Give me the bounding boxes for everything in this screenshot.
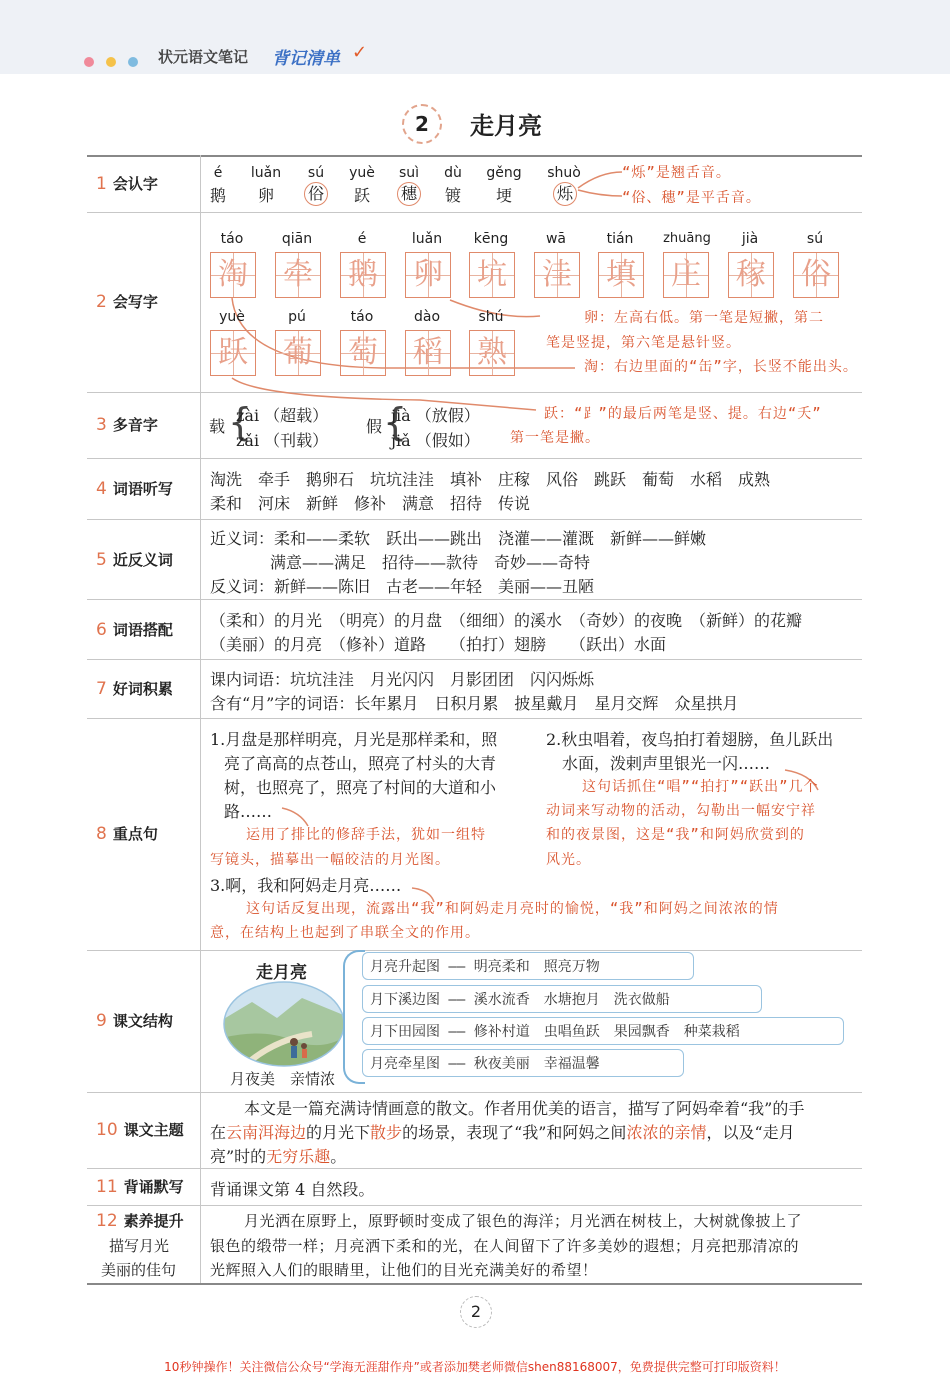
- key-sentence-2-note-l4: 风光。: [546, 852, 591, 868]
- structure-row-4: 月亮牵星图 —— 秋夜美丽 幸福温馨: [370, 1056, 600, 1072]
- recite-text: 背诵课文第 4 自然段。: [210, 1180, 375, 1199]
- structure-row-2: 月下溪边图 —— 溪水流香 水塘抱月 洗衣做船: [370, 992, 670, 1008]
- key-sentence-3-note-l2: 意，在结构上也起到了串联全文的作用。: [210, 925, 480, 941]
- polyphone-1b: zǎi （刊载）: [236, 431, 329, 450]
- hanzi: 鹅: [209, 186, 226, 205]
- pinyin: é: [357, 231, 367, 247]
- section-label-1: 1 会认字: [96, 174, 158, 194]
- key-sentence-2-note-l1: 这句话抓住“唱”“拍打”“跃出”几个: [582, 779, 819, 795]
- recognize-note-1: “烁”是翘舌音。: [622, 165, 731, 181]
- hanzi: 跃: [353, 186, 370, 205]
- key-sentence-1-l2: 亮了高高的点苍山，照亮了村头的大青: [224, 754, 497, 773]
- tianzige-cell: 跃: [210, 330, 256, 376]
- section-label-11: 11 背诵默写: [96, 1177, 184, 1197]
- dictation-line-2: 柔和 河床 新鲜 修补 满意 招待 传说: [210, 494, 531, 513]
- structure-caption: 月夜美 亲情浓: [230, 1070, 336, 1088]
- tianzige-cell: 牵: [275, 252, 321, 298]
- key-sentence-3: 3.啊，我和阿妈走月亮……: [210, 876, 402, 895]
- pinyin: suì: [398, 165, 420, 181]
- polyphone-char-1: 载: [209, 417, 226, 436]
- polyphone-1a: zài （超载）: [236, 406, 329, 425]
- pinyin: zhuāng: [663, 231, 711, 246]
- pinyin: sú: [307, 165, 325, 181]
- write-note-4: 跃：“⻊”的最后两笔是竖、提。右边“夭”: [544, 406, 822, 422]
- key-sentence-1-l3: 树，也照亮了，照亮了村间的大道和小: [224, 778, 497, 797]
- key-sentence-2-note-l3: 和的夜景图，这是“我”和阿妈欣赏到的: [546, 827, 805, 843]
- pinyin: wā: [545, 231, 567, 247]
- collocation-line-2: （美丽）的月亮 （修补）道路 （拍打）翅膀 （跃出）水面: [210, 635, 667, 654]
- section-label-7: 7 好词积累: [96, 679, 173, 699]
- brace-icon: {: [228, 400, 253, 444]
- pinyin: luǎn: [250, 165, 282, 181]
- goodwords-line-1: 课内词语：坑坑洼洼 月光闪闪 月影团团 闪闪烁烁: [210, 670, 595, 689]
- section-label-5: 5 近反义词: [96, 550, 173, 570]
- brand-subtitle: 背记清单: [272, 49, 340, 69]
- section-label-10: 10 课文主题: [96, 1120, 184, 1140]
- hanzi: 镀: [444, 186, 461, 205]
- section-label-6: 6 词语搭配: [96, 620, 173, 640]
- section-12-sub1: 描写月光: [109, 1237, 170, 1255]
- tianzige-cell: 洼: [534, 252, 580, 298]
- hanzi: 卵: [257, 186, 274, 205]
- pinyin: qiān: [281, 231, 313, 247]
- key-sentence-2-l2: 水面，泼剌声里银光一闪……: [562, 754, 771, 773]
- write-note-1: 卵：左高右低。第一笔是短撇，第二: [584, 310, 824, 326]
- hanzi-circled: 烁: [553, 182, 577, 206]
- pinyin: pú: [288, 309, 306, 325]
- literacy-line-3: 光辉照入人们的眼睛里，让他们的目光充满美好的希望！: [210, 1261, 598, 1279]
- polyphone-2a: jià （放假）: [391, 406, 480, 425]
- pinyin: táo: [220, 231, 244, 247]
- lesson-title: 走月亮: [470, 112, 542, 140]
- tianzige-cell: 鹅: [340, 252, 386, 298]
- moonlit-landscape-illustration: [222, 980, 346, 1068]
- pinyin: yuè: [219, 309, 245, 325]
- page-number: 2: [460, 1296, 492, 1328]
- tianzige-cell: 葡: [275, 330, 321, 376]
- synonym-line-2: 满意——满足 招待——款待 奇妙——奇特: [270, 553, 591, 572]
- pinyin: tián: [606, 231, 634, 247]
- pinyin: dù: [444, 165, 462, 181]
- pinyin: luǎn: [411, 231, 443, 247]
- section-label-4: 4 词语听写: [96, 479, 173, 499]
- key-sentence-1-l4: 路……: [224, 802, 273, 821]
- section-label-2: 2 会写字: [96, 292, 158, 312]
- pinyin: yuè: [349, 165, 375, 181]
- write-note-3: 淘：右边里面的“缶”字，长竖不能出头。: [584, 359, 858, 375]
- structure-row-1: 月亮升起图 —— 明亮柔和 照亮万物: [370, 959, 600, 975]
- section-label-8: 8 重点句: [96, 824, 158, 844]
- collocation-line-1: （柔和）的月光 （明亮）的月盘 （细细）的溪水 （奇妙）的夜晚 （新鲜）的花瓣: [210, 611, 803, 630]
- pinyin: shuò: [547, 165, 581, 181]
- pinyin: sú: [806, 231, 824, 247]
- tianzige-cell: 稼: [728, 252, 774, 298]
- antonym-line: 反义词：新鲜——陈旧 古老——年轻 美丽——丑陋: [210, 577, 595, 596]
- hanzi-circled: 俗: [304, 182, 328, 206]
- write-note-2: 笔是竖提，第六笔是悬针竖。: [546, 335, 741, 351]
- pinyin: é: [213, 165, 223, 181]
- section-label-12: 12 素养提升: [96, 1211, 184, 1231]
- check-icon: ✓: [352, 42, 368, 63]
- key-sentence-1-note-l2: 写镜头，描摹出一幅皎洁的月光图。: [210, 852, 450, 868]
- tianzige-cell: 萄: [340, 330, 386, 376]
- tianzige-cell: 淘: [210, 252, 256, 298]
- structure-row-3: 月下田园图 —— 修补村道 虫唱鱼跃 果园飘香 种菜栽稻: [370, 1024, 740, 1040]
- write-note-5: 第一笔是撇。: [510, 430, 600, 446]
- literacy-line-1: 月光洒在原野上，原野顿时变成了银色的海洋；月光洒在树枝上，大树就像披上了: [244, 1212, 803, 1230]
- dictation-line-1: 淘洗 牵手 鹅卵石 坑坑洼洼 填补 庄稼 风俗 跳跃 葡萄 水稻 成熟: [210, 470, 771, 489]
- section-label-9: 9 课文结构: [96, 1011, 173, 1031]
- key-sentence-2-l1: 2.秋虫唱着，夜鸟拍打着翅膀，鱼儿跃出: [546, 730, 834, 749]
- pinyin: táo: [350, 309, 374, 325]
- theme-line-2: 在云南洱海边的月光下散步的场景，表现了“我”和阿妈之间浓浓的亲情，以及“走月: [210, 1123, 795, 1142]
- section-label-3: 3 多音字: [96, 415, 158, 435]
- literacy-line-2: 银色的缎带一样；月亮洒下柔和的光，在人间留下了许多美妙的遐想；月亮把那清凉的: [210, 1237, 800, 1255]
- theme-line-1: 本文是一篇充满诗情画意的散文。作者用优美的语言，描写了阿妈牵着“我”的手: [244, 1099, 805, 1118]
- brand: 状元语文笔记: [158, 48, 249, 66]
- brace-icon: {: [383, 400, 408, 444]
- polyphone-char-2: 假: [366, 417, 383, 436]
- polyphone-2b: jiǎ （假如）: [391, 431, 480, 450]
- hanzi-circled: 穗: [397, 182, 421, 206]
- tianzige-cell: 稻: [405, 330, 451, 376]
- hanzi: 埂: [495, 186, 512, 205]
- lesson-number: 2: [402, 104, 442, 144]
- pinyin: kēng: [473, 231, 509, 247]
- footer-notice: 10秒钟操作！关注微信公众号“学海无涯甜作舟”或者添加樊老师微信shen88168007，免费提供完整可打印版资料！: [164, 1360, 786, 1374]
- pinyin: dào: [413, 309, 441, 325]
- section-12-sub2: 美丽的佳句: [101, 1261, 177, 1279]
- recognize-note-2: “俗、穗”是平舌音。: [622, 190, 761, 206]
- pinyin: gěng: [486, 165, 522, 181]
- structure-title: 走月亮: [256, 963, 307, 983]
- key-sentence-2-note-l2: 动词来写动物的活动，勾勒出一幅安宁祥: [546, 803, 816, 819]
- goodwords-line-2: 含有“月”字的词语：长年累月 日积月累 披星戴月 星月交辉 众星拱月: [210, 694, 739, 713]
- tianzige-cell: 熟: [469, 330, 515, 376]
- key-sentence-1-l1: 1.月盘是那样明亮，月光是那样柔和，照: [210, 730, 498, 749]
- theme-line-3: 亮”时的无穷乐趣。: [210, 1147, 347, 1166]
- synonym-line-1: 近义词：柔和——柔软 跃出——跳出 浇灌——灌溉 新鲜——鲜嫩: [210, 529, 707, 548]
- tianzige-cell: 庄: [663, 252, 709, 298]
- pinyin: jià: [741, 231, 759, 247]
- tianzige-cell: 坑: [469, 252, 515, 298]
- tianzige-cell: 俗: [793, 252, 839, 298]
- key-sentence-3-note-l1: 这句话反复出现，流露出“我”和阿妈走月亮时的愉悦，“我”和阿妈之间浓浓的情: [246, 901, 779, 917]
- pinyin: shú: [478, 309, 504, 325]
- tianzige-cell: 填: [598, 252, 644, 298]
- key-sentence-1-note-l1: 运用了排比的修辞手法，犹如一组特: [246, 827, 486, 843]
- tianzige-cell: 卵: [405, 252, 451, 298]
